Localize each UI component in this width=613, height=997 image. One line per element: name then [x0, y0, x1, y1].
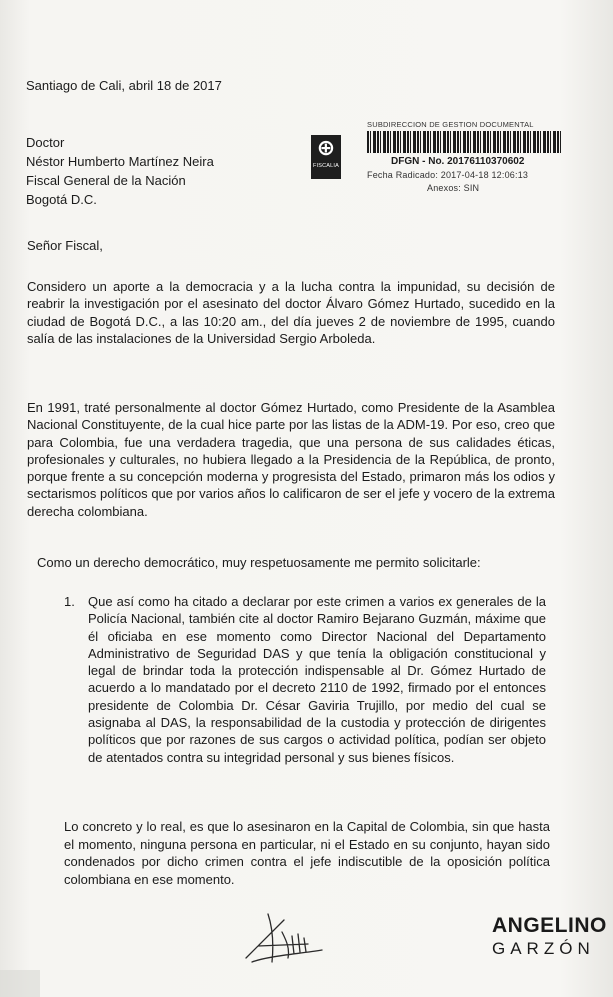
- footer-logo-line1: ANGELINO: [492, 914, 607, 937]
- signature: [238, 906, 328, 968]
- date-line: Santiago de Cali, abril 18 de 2017: [26, 78, 222, 93]
- stamp-number: DFGN - No. 20176110370602: [391, 156, 525, 167]
- stamp-anexos: Anexos: SIN: [427, 183, 480, 193]
- fiscalia-emblem-icon: ⊕: [316, 136, 336, 161]
- recipient-line: Fiscal General de la Nación: [26, 173, 186, 188]
- barcode: [367, 131, 563, 153]
- scan-smudge: [0, 970, 40, 997]
- recipient-line: Doctor: [26, 135, 65, 150]
- stamp-header: SUBDIRECCION DE GESTION DOCUMENTAL: [367, 120, 534, 129]
- paragraph-2: En 1991, traté personalmente al doctor Gómez Hurtado, como Presidente de la Asamblea Nacional Constituyente, de la cual hice parte por las listas de la ADM-19. Por eso, creo que para Colombia, fue una verdadera tragedia, que una persona de sus calidades éticas, profesionales y culturales, no hubiera llegado a la Presidencia de la República, de pronto, porque frente a su concepción moderna y progresista del Estado, primaron más los odios y sectarismos políticos que por varios años lo calificaron de ser el jefe y vocero de la extrema derecha colombiana.: [27, 400, 555, 519]
- request-intro: Como un derecho democrático, muy respetuosamente me permito solicitarle:: [37, 555, 481, 570]
- filing-stamp: [311, 117, 569, 202]
- footer-logo: [492, 914, 607, 959]
- list-item: Que así como ha citado a declarar por este crimen a varios ex generales de la Policía Nacional, también cite al doctor Ramiro Bejarano Guzmán, máxime que él oficiaba en ese momento como Director Nacional del Departamento Administrativo de Seguridad DAS y que tenía la obligación constitucional y legal de brindar toda la protección indispensable al Dr. Gómez Hurtado de acuerdo a lo mandatado por el decreto 2110 de 1992, firmado por el entonces presidente de Colombia Dr. César Gaviria Trujillo, por medio del cual se asignaba al DAS, la responsabilidad de la custodia y protección de dirigentes políticos que por razones de sus cargos o actividad política, podían ser objeto de atentados contra su integridad personal y sus bienes físicos.: [88, 594, 546, 765]
- footer-logo-line2: GARZÓN: [492, 939, 595, 958]
- recipient-line: Néstor Humberto Martínez Neira: [26, 154, 214, 169]
- paragraph-1: Considero un aporte a la democracia y a la lucha contra la impunidad, su decisión de reabrir la investigación por el asesinato del doctor Álvaro Gómez Hurtado, sucedido en la ciudad de Bogotá D.C., a las 10:20 am., del día jueves 2 de noviembre de 1995, cuando salía de las instalaciones de la Universidad Sergio Arboleda.: [27, 279, 555, 346]
- fiscalia-logo-label: FISCALIA: [312, 163, 340, 169]
- fiscalia-logo: [311, 135, 341, 179]
- recipient-block: [26, 133, 214, 209]
- paragraph-3: Lo concreto y lo real, es que lo asesinaron en la Capital de Colombia, sin que hasta el momento, ninguna persona en particular, ni el Estado en su conjunto, hayan sido condenados por dicho crimen contra el jefe indiscutible de la oposición política colombiana en ese momento.: [64, 819, 550, 887]
- salutation: Señor Fiscal,: [27, 238, 103, 253]
- list-item-number: 1.: [64, 594, 75, 609]
- recipient-line: Bogotá D.C.: [26, 192, 97, 207]
- stamp-date: Fecha Radicado: 2017-04-18 12:06:13: [367, 170, 529, 180]
